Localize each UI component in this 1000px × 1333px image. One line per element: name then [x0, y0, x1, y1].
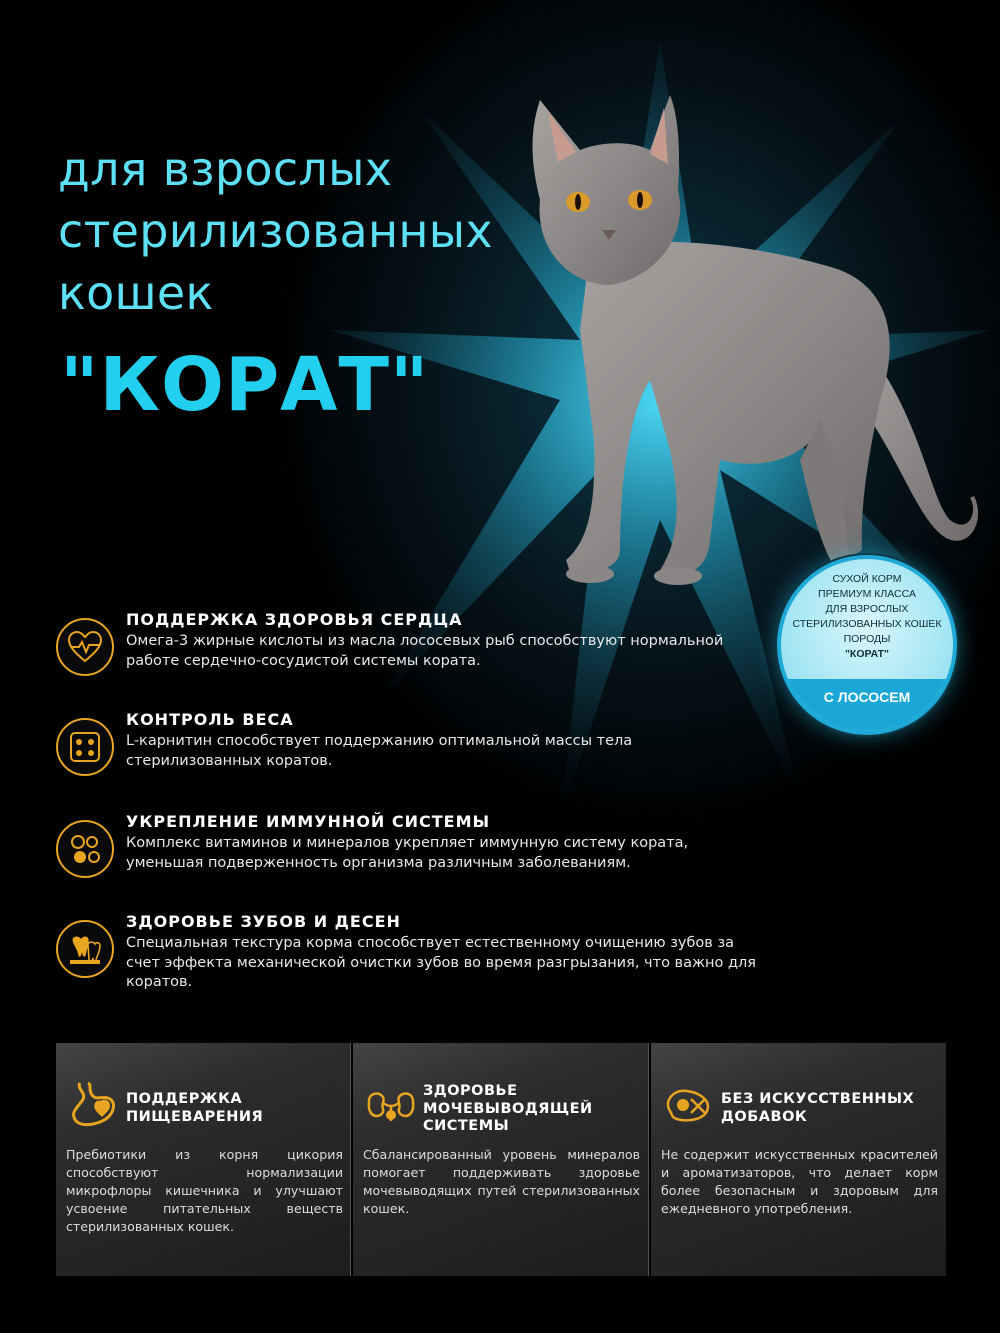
card-title-line: ПОДДЕРЖКА — [126, 1091, 243, 1107]
teeth-icon — [56, 920, 114, 978]
feature-title: УКРЕПЛЕНИЕ ИММУННОЙ СИСТЕМЫ — [126, 812, 491, 831]
feature-desc: Омега-3 жирные кислоты из масла лососевых рыб способствуют нормальной работе сердечно-сосудистой системы кората. — [126, 633, 724, 669]
card-desc: Не содержит искусственных красителей и ароматизаторов, что делает корм более безопасным и здоровым для ежедневного употребления. — [661, 1147, 938, 1216]
badge-line-3: ДЛЯ ВЗРОСЛЫХ — [825, 603, 909, 615]
badge-line-6: "КОРАТ" — [844, 648, 890, 660]
card-title — [423, 1083, 593, 1136]
card-title — [126, 1091, 263, 1126]
card-urinary — [353, 1043, 649, 1276]
feature-desc: Специальная текстура корма способствует естественному очищению зубов за счет эффекта механической очистки зубов во время разгрызания, что важно для коратов. — [126, 935, 757, 990]
badge-flavor: С ЛОСОСЕМ — [781, 679, 953, 731]
digestion-icon — [66, 1079, 122, 1129]
card-title-line: МОЧЕВЫВОДЯЩЕЙ — [423, 1100, 593, 1117]
cat-image — [500, 80, 990, 600]
headline-line-2: стерилизованных — [58, 204, 493, 258]
badge-line-5: ПОРОДЫ — [843, 633, 891, 645]
badge-line-1: СУХОЙ КОРМ — [832, 573, 902, 585]
card-desc: Сбалансированный уровень минералов помогает поддерживать здоровье мочевыводящих путей стерилизованных кошек. — [363, 1147, 640, 1216]
card-title-line: СИСТЕМЫ — [423, 1118, 510, 1134]
card-title — [721, 1091, 914, 1126]
headline-line-3: кошек — [58, 266, 214, 320]
card-title-line: ПИЩЕВАРЕНИЯ — [126, 1108, 264, 1125]
badge-line-2: ПРЕМИУМ КЛАССА — [818, 588, 916, 600]
scale-paws-icon — [56, 718, 114, 776]
headline-line-1: для взрослых — [58, 142, 393, 196]
breed-title: "КОРАТ" — [60, 342, 430, 428]
feature-title: ЗДОРОВЬЕ ЗУБОВ И ДЕСЕН — [126, 912, 401, 931]
heart-pulse-icon — [56, 618, 114, 676]
badge-text — [781, 572, 953, 662]
badge-line-4: СТЕРИЛИЗОВАННЫХ КОШЕК — [792, 618, 942, 630]
no-additives-icon — [661, 1079, 717, 1129]
card-title-line: ЗДОРОВЬЕ — [423, 1083, 518, 1099]
card-digestion — [56, 1043, 351, 1276]
feature-desc: Комплекс витаминов и минералов укрепляет иммунную систему кората, уменьшая подверженность организма различным заболеваниям. — [126, 835, 689, 871]
feature-title: КОНТРОЛЬ ВЕСА — [126, 710, 294, 729]
card-no-additives — [651, 1043, 946, 1276]
kidneys-icon — [363, 1081, 419, 1131]
vitamins-icon — [56, 820, 114, 878]
product-badge — [777, 555, 957, 735]
card-title-line: БЕЗ ИСКУССТВЕННЫХ — [721, 1091, 915, 1107]
card-title-line: ДОБАВОК — [721, 1108, 808, 1125]
feature-desc: L-карнитин способствует поддержанию оптимальной массы тела стерилизованных коратов. — [126, 733, 633, 769]
feature-title: ПОДДЕРЖКА ЗДОРОВЬЯ СЕРДЦА — [126, 610, 463, 629]
card-desc: Пребиотики из корня цикория способствуют нормализации микрофлоры кишечника и улучшают усвоение питательных веществ стерилизованных кошек. — [66, 1147, 343, 1234]
